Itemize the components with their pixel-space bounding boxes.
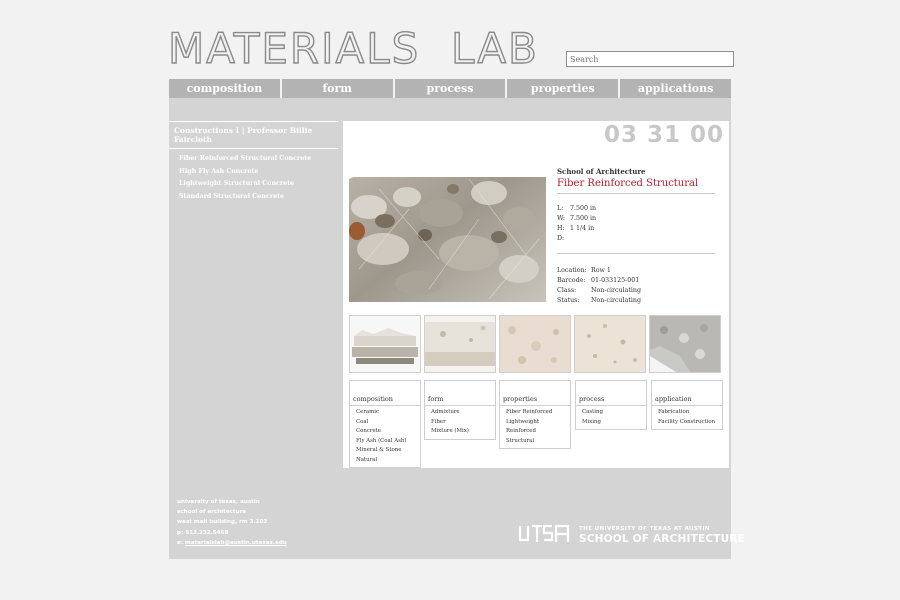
detail-row — [557, 266, 715, 276]
sidebar-item-fiber-reinforced[interactable]: Fiber Reinforced Structural Concrete — [179, 155, 312, 162]
email-prefix: e: — [177, 539, 185, 546]
dimension-value: 7.500 in — [570, 205, 597, 212]
category-head: application — [652, 381, 722, 406]
category-item[interactable]: Structural — [506, 437, 535, 444]
footer-contact — [177, 497, 287, 548]
dimension-row — [557, 224, 715, 234]
logo-text: MATERIALS LAB — [168, 24, 539, 73]
materials-lab-logo[interactable] — [168, 24, 539, 73]
detail-value: 01-033125-001 — [591, 277, 640, 284]
dimension-row — [557, 204, 715, 214]
footer-line: school of architecture — [177, 509, 247, 516]
category-item[interactable]: Natural — [356, 456, 378, 463]
material-title: Fiber Reinforced Structural — [557, 178, 715, 194]
category-head: form — [425, 381, 495, 406]
detail-row — [557, 286, 715, 296]
sidebar-title[interactable]: Constructions I | Professor Billie Faircloth — [169, 121, 338, 149]
thumbnail-1[interactable] — [349, 315, 421, 373]
footer-line: west mall building, rm 3.102 — [177, 519, 268, 526]
category-head: process — [576, 381, 646, 406]
nav-form[interactable]: form — [282, 79, 395, 98]
category-process — [575, 380, 647, 430]
detail-value: Row 1 — [591, 267, 611, 274]
sidebar-item-high-fly-ash[interactable]: High Fly Ash Concrete — [179, 167, 259, 175]
dimension-row — [557, 214, 715, 224]
category-item[interactable]: Concrete — [356, 428, 381, 434]
nav-composition[interactable]: composition — [169, 79, 282, 98]
category-item[interactable]: Fabrication — [658, 409, 690, 415]
material-info — [557, 167, 715, 306]
category-item[interactable]: Fiber Reinforced — [506, 409, 553, 415]
category-head: composition — [350, 381, 420, 406]
dimension-key: D: — [557, 235, 565, 242]
thumbnail-4[interactable] — [574, 315, 646, 373]
category-item[interactable]: Mineral & Stone — [356, 447, 402, 453]
category-properties — [499, 380, 571, 449]
sidebar-item-standard[interactable]: Standard Structural Concrete — [179, 192, 285, 200]
category-item[interactable]: Casting — [582, 409, 603, 415]
category-list — [576, 406, 646, 429]
material-photo[interactable] — [349, 149, 546, 302]
category-item[interactable]: Facility Construction — [658, 418, 716, 425]
category-item[interactable]: Fiber — [431, 418, 446, 425]
detail-key: Location: — [557, 267, 587, 274]
category-form — [424, 380, 496, 440]
detail-key: Class: — [557, 287, 577, 294]
nav-properties[interactable]: properties — [507, 79, 620, 98]
sidebar-item-lightweight[interactable]: Lightweight Structural Concrete — [179, 180, 295, 187]
detail-key: Status: — [557, 297, 580, 304]
detail-value: Non-circulating — [591, 287, 642, 294]
footer-email-line — [177, 538, 287, 548]
dimension-key: H: — [557, 225, 565, 232]
category-item[interactable]: Coal — [356, 418, 369, 425]
material-card — [343, 121, 729, 468]
category-item[interactable]: Lightweight — [506, 418, 540, 425]
ut-school-label: SCHOOL OF ARCHITECTURE — [579, 533, 746, 545]
utsoa-monogram-logo[interactable] — [518, 524, 570, 544]
category-list — [652, 406, 722, 429]
footer-line: p: 512.232.5469 — [177, 529, 229, 536]
category-list — [500, 406, 570, 448]
dimension-row — [557, 234, 715, 244]
category-application — [651, 380, 723, 430]
nav-applications[interactable]: applications — [620, 79, 731, 98]
dimensions — [557, 204, 715, 254]
footer-line: university of texas, austin — [177, 499, 260, 505]
category-item[interactable]: Admixture — [431, 409, 460, 415]
main-nav — [169, 79, 731, 98]
ut-university-label: THE UNIVERSITY OF TEXAS AT AUSTIN — [579, 526, 710, 532]
email-link[interactable]: materialslab@austin.utexas.edu — [184, 539, 287, 546]
sidebar — [169, 121, 338, 203]
category-item[interactable]: Mixture (Mix) — [431, 428, 469, 434]
detail-row — [557, 276, 715, 286]
category-list — [425, 406, 495, 439]
dimension-key: W: — [557, 215, 566, 222]
category-item[interactable]: Fly Ash (Coal Ash) — [356, 437, 407, 444]
thumbnail-3[interactable] — [499, 315, 571, 373]
catalog-number: 03 31 00 — [603, 122, 724, 148]
category-head: properties — [500, 381, 570, 406]
thumbnail-5[interactable] — [649, 315, 721, 373]
item-details — [557, 266, 715, 306]
detail-value: Non-circulating — [591, 297, 642, 304]
school-label: School of Architecture — [557, 167, 646, 176]
detail-key: Barcode: — [557, 277, 586, 284]
ut-wordmark[interactable] — [579, 526, 745, 545]
category-list — [350, 406, 420, 467]
category-item[interactable]: Ceramic — [356, 409, 379, 415]
nav-process[interactable]: process — [395, 79, 508, 98]
dimension-key: L: — [557, 205, 564, 212]
thumbnail-strip — [349, 315, 721, 373]
category-composition — [349, 380, 421, 468]
thumbnail-2[interactable] — [424, 315, 496, 373]
category-item[interactable]: Reinforced — [506, 428, 536, 434]
sidebar-list — [169, 153, 338, 203]
dimension-value: 7.500 in — [570, 215, 597, 222]
search-input[interactable] — [566, 51, 734, 67]
dimension-value: 1 1/4 in — [570, 225, 595, 232]
detail-row — [557, 296, 715, 306]
category-item[interactable]: Mixing — [582, 418, 601, 425]
